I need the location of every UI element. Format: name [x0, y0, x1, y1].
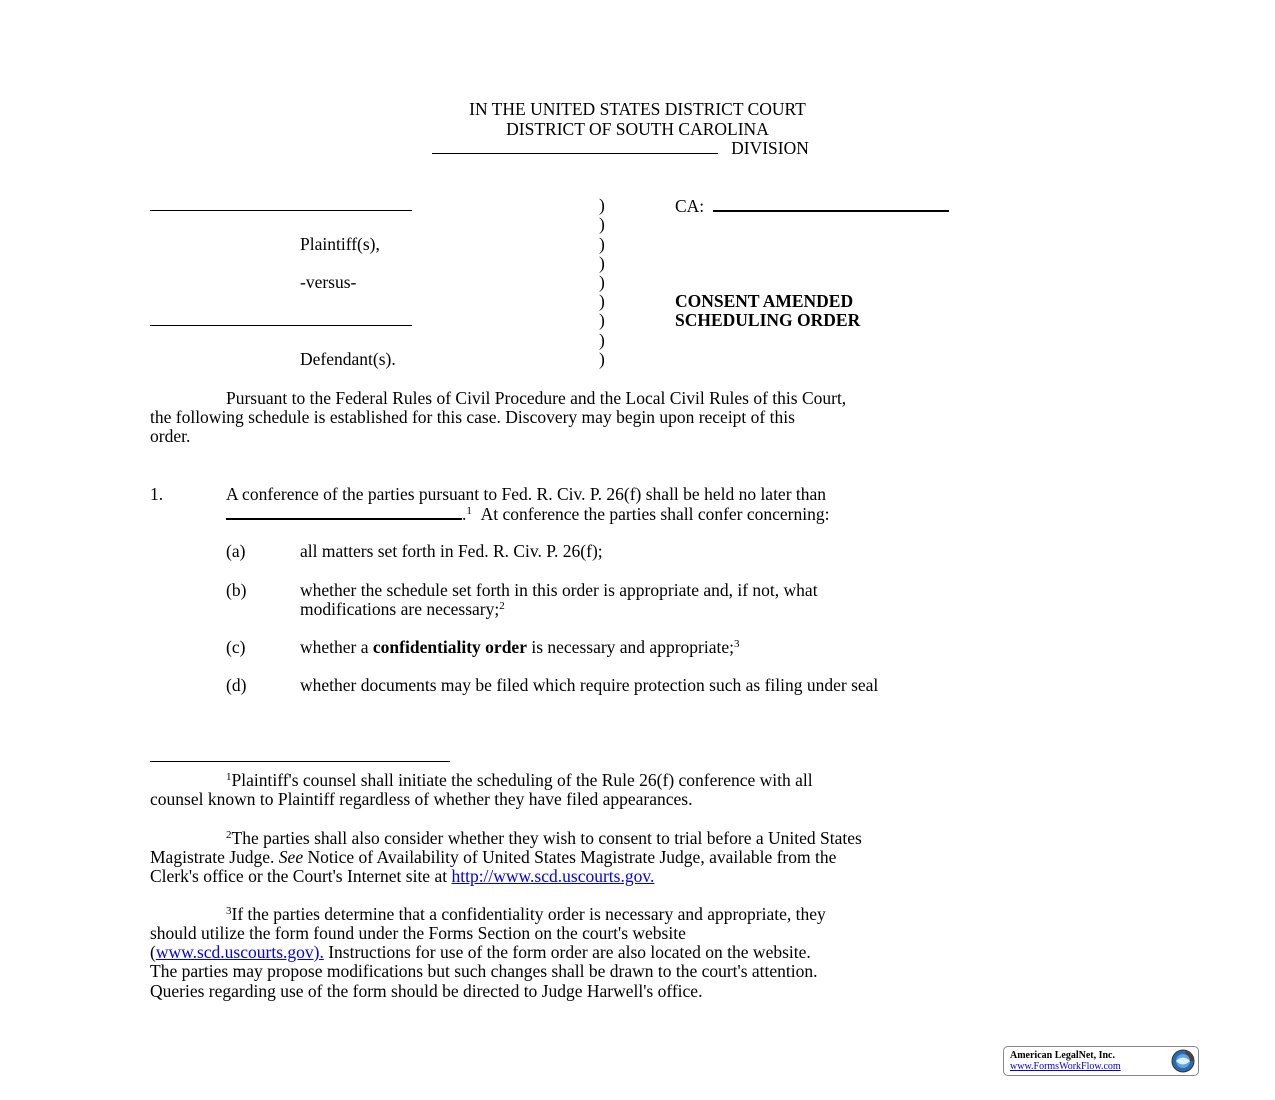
order-title-line1: CONSENT AMENDED [675, 291, 854, 311]
subitem-text [300, 638, 739, 657]
case-number-blank[interactable] [713, 196, 949, 212]
division-blank[interactable] [432, 139, 718, 154]
footnote-1 [226, 771, 813, 790]
publisher-url[interactable]: www.FormsWorkFlow.com [1010, 1061, 1121, 1072]
caption-paren: ) [599, 234, 605, 254]
footnote-text-pre: Clerk's office or the Court's Internet site at [150, 866, 452, 886]
caption-paren: ) [599, 291, 605, 311]
division-line [432, 139, 809, 158]
footnote-ref: 3 [733, 638, 740, 650]
subitem-label: (a) [226, 541, 246, 561]
subitem-text: whether the schedule set forth in this order is appropriate and, if not, what [300, 580, 818, 600]
footnote-text: If the parties determine that a confidentiality order is necessary and appropriate, they [231, 904, 826, 924]
intro-line: Pursuant to the Federal Rules of Civil Procedure and the Local Civil Rules of this Court, [226, 388, 847, 408]
versus-label: -versus- [300, 272, 357, 292]
see-signal: See [278, 847, 304, 867]
footnote-number: 2 [226, 829, 232, 841]
footnote-text: should utilize the form found under the Forms Section on the court's website [150, 923, 686, 943]
footnote-number: 1 [226, 771, 232, 783]
footnote-text-post: Instructions for use of the form order are also located on the website. [323, 942, 811, 962]
intro-line: the following schedule is established for this case. Discovery may begin upon receipt of this [150, 407, 795, 427]
publisher-badge[interactable] [1003, 1046, 1199, 1076]
item1-text-line2: .$^1$ At conference the parties shall confer concerning: [226, 504, 830, 524]
footnote-2 [226, 829, 862, 848]
court-website-link[interactable]: http://www.scd.uscourts.gov. [451, 866, 655, 886]
court-forms-link[interactable]: www.scd.uscourts.gov). [155, 942, 324, 962]
division-label: DIVISION [731, 138, 809, 158]
case-number [675, 196, 949, 216]
intro-line: order. [150, 426, 191, 446]
caption-paren: ) [599, 272, 605, 292]
subitem-text: all matters set forth in Fed. R. Civ. P. 26(f); [300, 541, 603, 561]
plaintiff-label: Plaintiff(s), [300, 234, 380, 254]
ca-label: CA: [675, 196, 705, 216]
subitem-label: (c) [226, 637, 246, 657]
subitem-text-cont: modifications are necessary; [300, 599, 500, 619]
footnote-text-post: Notice of Availability of United States Magistrate Judge, available from the [303, 847, 837, 867]
caption-paren: ) [599, 195, 605, 215]
footnote-text: Plaintiff's counsel shall initiate the scheduling of the Rule 26(f) conference with all [231, 770, 813, 790]
footnote-text: counsel known to Plaintiff regardless of whether they have filed appearances. [150, 789, 693, 809]
footnote-number: 3 [226, 905, 232, 917]
paren-open: ( [150, 942, 156, 962]
footnote-3 [226, 905, 826, 924]
item1-text: A conference of the parties pursuant to Fed. R. Civ. P. 26(f) shall be held no later than [226, 484, 827, 504]
item-number: 1. [150, 484, 164, 504]
footnote-text [150, 943, 811, 962]
caption-paren: ) [599, 330, 605, 350]
order-title-line2: SCHEDULING ORDER [675, 310, 861, 330]
caption-paren: ) [599, 214, 605, 234]
footnote-text [150, 867, 654, 886]
caption-paren: ) [599, 310, 605, 330]
subitem-label: (b) [226, 580, 247, 600]
item1-text-cont: At conference the parties shall confer concerning: [480, 504, 830, 524]
conference-date-blank[interactable] [226, 504, 462, 520]
caption-paren: ) [599, 253, 605, 273]
footnote-divider [150, 761, 450, 762]
footnote-text: The parties shall also consider whether they wish to consent to trial before a United States [231, 828, 862, 848]
footnote-text: Queries regarding use of the form should be directed to Judge Harwell's office. [150, 981, 703, 1001]
court-district: DISTRICT OF SOUTH CAROLINA [506, 119, 769, 139]
defendant-label: Defendant(s). [300, 349, 396, 369]
subitem-text-pre: whether a [300, 637, 373, 657]
court-name: IN THE UNITED STATES DISTRICT COURT [469, 99, 806, 119]
subitem-text-post: is necessary and appropriate; [526, 637, 734, 657]
confidentiality-order-term: confidentiality order [372, 637, 527, 657]
footnote-text-pre: Magistrate Judge. [150, 847, 279, 867]
caption-paren: ) [599, 349, 605, 369]
globe-icon [1170, 1048, 1196, 1074]
footnote-ref: 1 [466, 505, 472, 517]
subitem-label: (d) [226, 675, 247, 695]
footnote-ref: 2 [499, 600, 505, 612]
footnote-text [150, 848, 836, 867]
subitem-text [300, 600, 505, 619]
defendant-name-blank[interactable] [150, 311, 412, 330]
footnote-text: The parties may propose modifications but such changes shall be drawn to the court's attention. [150, 961, 818, 981]
subitem-text: whether documents may be filed which require protection such as filing under seal [300, 675, 879, 695]
plaintiff-name-blank[interactable] [150, 196, 412, 215]
publisher-name: American LegalNet, Inc. [1010, 1050, 1115, 1061]
